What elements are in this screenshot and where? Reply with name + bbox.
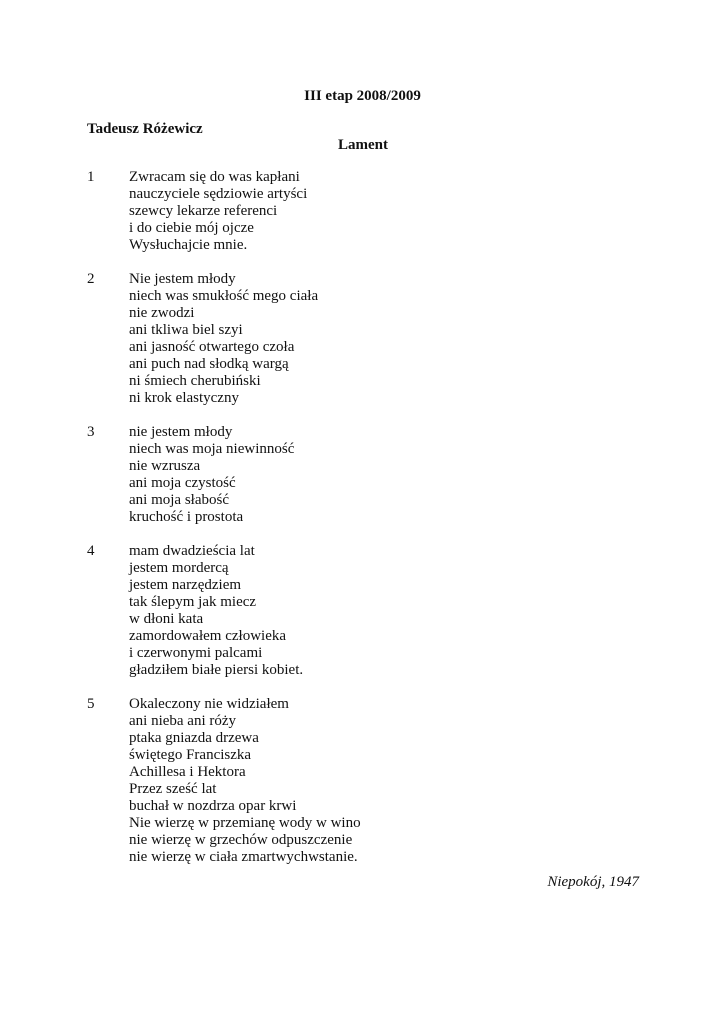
poem-line: ani puch nad słodką wargą [129, 356, 289, 372]
stanza [87, 696, 647, 866]
exam-stage-text: III etap 2008/2009 [304, 88, 421, 104]
stanza-number: 2 [87, 271, 95, 287]
poem-line: i czerwonymi palcami [129, 645, 263, 661]
stanza-lines [129, 271, 318, 407]
stanza-lines [129, 424, 294, 526]
poem-line: Nie wierzę w przemianę wody w wino [129, 815, 361, 831]
poem-line: nie zwodzi [129, 305, 195, 321]
poem-title: Lament [338, 137, 388, 153]
stanza-number: 1 [87, 169, 95, 185]
poem-line: Wysłuchajcie mnie. [129, 237, 248, 253]
stanza [87, 424, 647, 526]
exam-stage-heading [0, 88, 725, 105]
stanza-lines [129, 543, 303, 679]
poem-line: zamordowałem człowieka [129, 628, 287, 644]
poem-line: szewcy lekarze referenci [129, 203, 278, 219]
poem-line: Nie jestem młody [129, 271, 236, 287]
poem-line: Zwracam się do was kapłani [129, 169, 300, 185]
poem-line: ani moja czystość [129, 475, 236, 491]
poem-line: nie jestem młody [129, 424, 233, 440]
poem-line: ani moja słabość [129, 492, 229, 508]
poem-line: ptaka gniazda drzewa [129, 730, 259, 746]
poem-line: w dłoni kata [129, 611, 204, 627]
poem-line: nauczyciele sędziowie artyści [129, 186, 308, 202]
poem-line: świętego Franciszka [129, 747, 252, 763]
poem-line: nie wierzę w ciała zmartwychwstanie. [129, 849, 358, 865]
poem-line: mam dwadzieścia lat [129, 543, 255, 559]
poem-body [87, 169, 647, 883]
poem-line: nie wierzę w grzechów odpuszczenie [129, 832, 353, 848]
poem-line: niech was moja niewinność [129, 441, 295, 457]
poem-line: ani tkliwa biel szyi [129, 322, 243, 338]
poem-author: Tadeusz Różewicz [87, 121, 203, 137]
poem-line: Achillesa i Hektora [129, 764, 246, 780]
poem-line: Przez sześć lat [129, 781, 217, 797]
poem-line: buchał w nozdrza opar krwi [129, 798, 297, 814]
stanza-lines [129, 169, 307, 254]
stanza-number: 5 [87, 696, 95, 712]
poem-line: gładziłem białe piersi kobiet. [129, 662, 304, 678]
poem-line: i do ciebie mój ojcze [129, 220, 254, 236]
poem-source-signature: Niepokój, 1947 [547, 874, 639, 890]
stanza-number: 4 [87, 543, 95, 559]
stanza [87, 543, 647, 679]
poem-line: jestem mordercą [129, 560, 229, 576]
stanza [87, 169, 647, 254]
stanza-lines [129, 696, 361, 866]
poem-line: ni krok elastyczny [129, 390, 239, 406]
poem-line: ani jasność otwartego czoła [129, 339, 295, 355]
poem-line: ani nieba ani róży [129, 713, 237, 729]
stanza-number: 3 [87, 424, 95, 440]
poem-line: Okaleczony nie widziałem [129, 696, 289, 712]
poem-line: tak ślepym jak miecz [129, 594, 257, 610]
stanza [87, 271, 647, 407]
poem-line: nie wzrusza [129, 458, 201, 474]
poem-line: niech was smukłość mego ciała [129, 288, 319, 304]
poem-line: kruchość i prostota [129, 509, 244, 525]
poem-line: ni śmiech cherubiński [129, 373, 261, 389]
poem-line: jestem narzędziem [129, 577, 242, 593]
